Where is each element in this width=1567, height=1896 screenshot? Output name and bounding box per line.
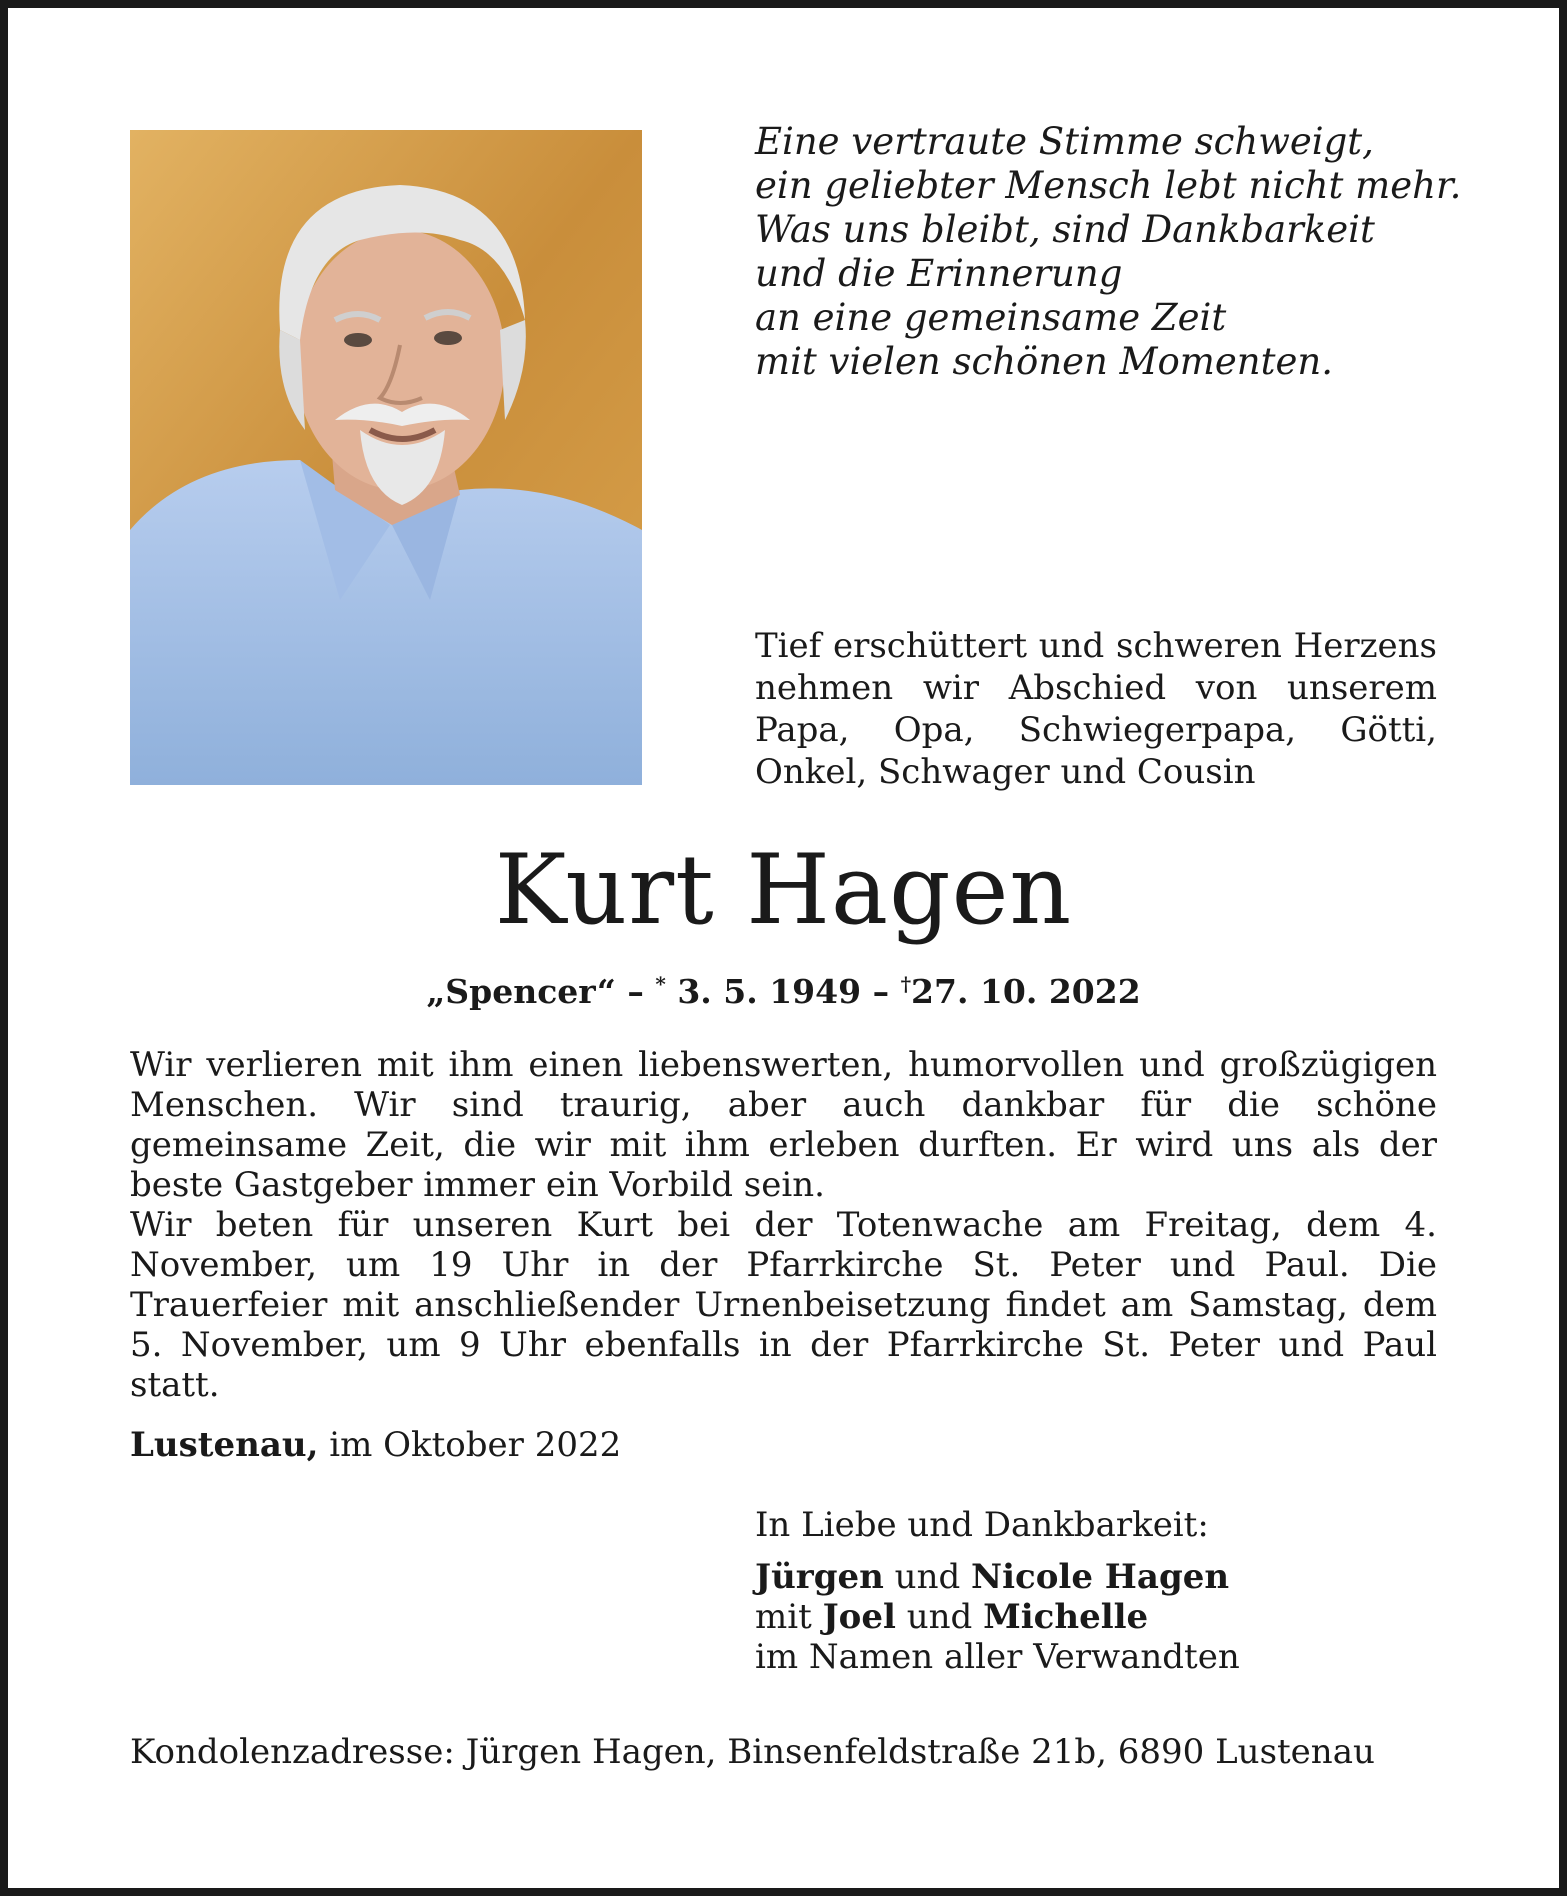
portrait-photo xyxy=(130,130,642,785)
death-symbol: † xyxy=(900,972,912,996)
obituary-body xyxy=(130,1045,1437,1405)
deceased-name: Kurt Hagen xyxy=(494,834,1073,946)
separator: – xyxy=(627,972,644,1011)
poem-line: und die Erinnerung xyxy=(755,252,1123,295)
poem-line: an eine gemeinsame Zeit xyxy=(755,296,1227,339)
life-dates xyxy=(0,962,1567,1014)
place-date-text: im Oktober 2022 xyxy=(329,1425,622,1465)
place-city: Lustenau, xyxy=(130,1425,319,1465)
signoff xyxy=(755,1505,1455,1677)
poem-line: mit vielen schönen Momenten. xyxy=(755,340,1333,383)
portrait-illustration xyxy=(130,130,642,785)
signoff-name: Jürgen xyxy=(755,1557,884,1597)
signoff-line: mit Joel und Michelle xyxy=(755,1597,1149,1637)
signoff-heading: In Liebe und Dankbarkeit: xyxy=(755,1505,1209,1545)
poem xyxy=(755,120,1462,384)
signoff-closing: im Namen aller Verwandten xyxy=(755,1637,1240,1677)
death-date: 27. 10. 2022 xyxy=(911,972,1141,1011)
intro-text: Tief erschüttert und schweren Herzens nehmen wir Abschied von unserem Papa, Opa, Schwiegerpapa, Götti, Onkel, Schwager und Cousin xyxy=(755,626,1437,792)
birth-date: 3. 5. 1949 xyxy=(677,972,862,1011)
poem-line: Was uns bleibt, sind Dankbarkeit xyxy=(755,208,1375,251)
poem-line: ein geliebter Mensch lebt nicht mehr. xyxy=(755,164,1462,207)
body-paragraph: Wir verlieren mit ihm einen liebenswerten, humorvollen und großzügigen Menschen. Wir sind traurig, aber auch dankbar für die schöne gemeinsame Zeit, die wir mit ihm erleben durften. Er wird uns als der beste Gastgeber immer ein Vorbild sein. xyxy=(130,1045,1437,1205)
separator: – xyxy=(872,972,890,1011)
condolence-address: Kondolenzadresse: Jürgen Hagen, Binsenfeldstraße 21b, 6890 Lustenau xyxy=(130,1732,1375,1772)
birth-symbol: * xyxy=(655,972,666,996)
body-paragraph: Wir beten für unseren Kurt bei der Totenwache am Freitag, dem 4. November, um 19 Uhr in der Pfarrkirche St. Peter und Paul. Die Trauerfeier mit anschließender Urnenbeisetzung findet am Samstag, dem 5. November, um 9 Uhr ebenfalls in der Pfarrkirche St. Peter und Paul statt. xyxy=(130,1205,1437,1405)
signoff-name: Nicole Hagen xyxy=(971,1557,1230,1597)
nickname: „Spencer“ xyxy=(426,972,616,1011)
poem-line: Eine vertraute Stimme schweigt, xyxy=(755,120,1374,163)
signoff-name: Joel xyxy=(822,1597,896,1637)
place-date xyxy=(130,1425,621,1465)
signoff-line: Jürgen und Nicole Hagen xyxy=(755,1557,1230,1597)
signoff-name: Michelle xyxy=(983,1597,1149,1637)
